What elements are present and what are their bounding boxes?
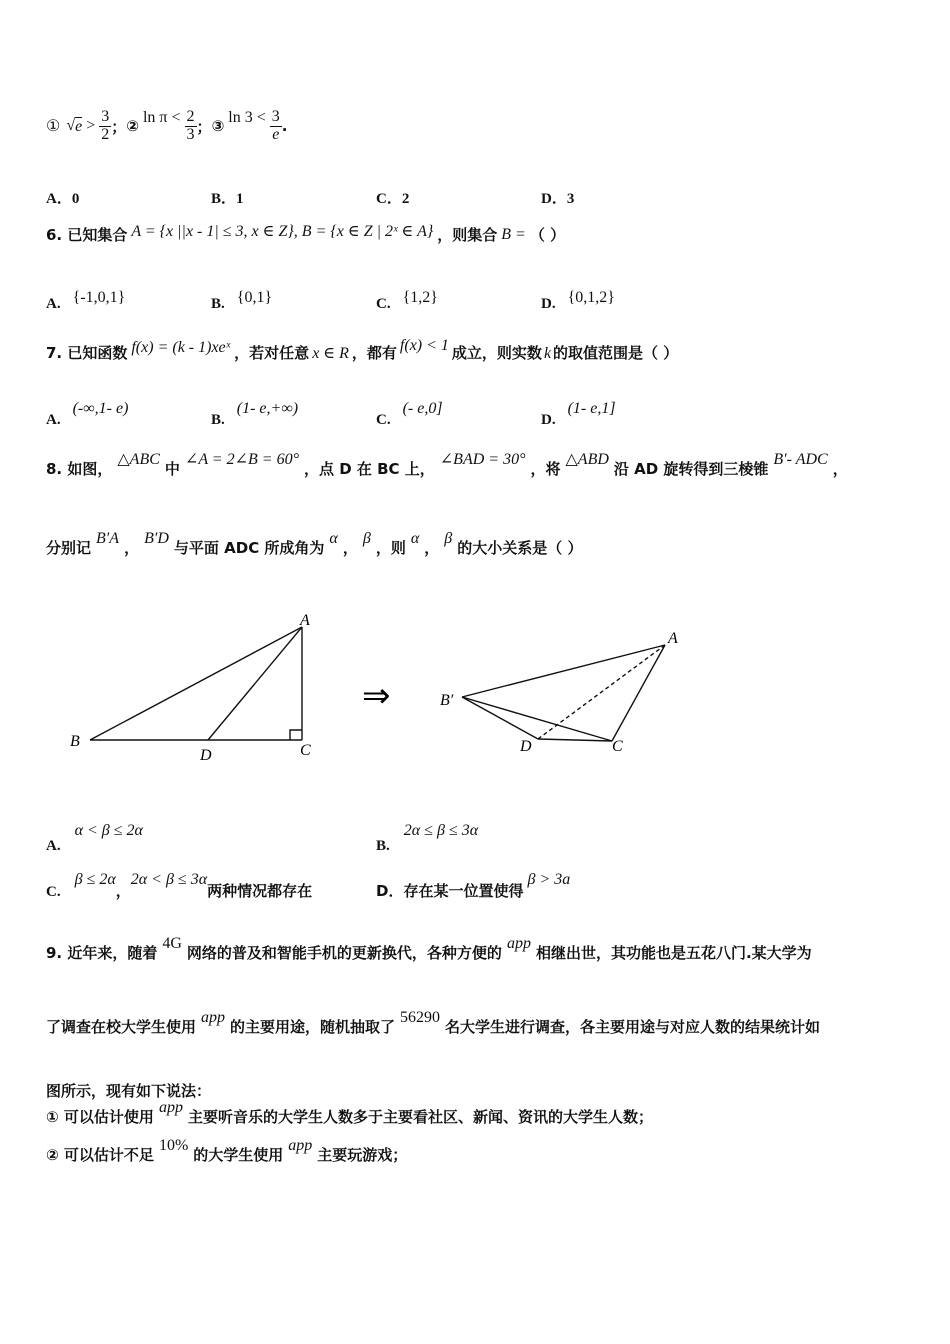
segment-b-prime-c	[462, 697, 612, 741]
q6-option-d[interactable]: D. {0,1,2}	[541, 288, 615, 312]
figure-left-triangle	[90, 627, 302, 740]
segment-b-prime-a	[462, 645, 665, 697]
q9l2-run-1: app	[201, 1009, 226, 1026]
q6-option-a[interactable]: A. {-1,0,1}	[46, 288, 126, 312]
q5-option-a[interactable]: A．0	[46, 191, 80, 207]
q8-option-b[interactable]: B. 2α ≤ β ≤ 3α	[376, 822, 479, 854]
segment-ab	[90, 627, 302, 740]
q8l2-run-12: 的大小关系是（ ）	[457, 539, 583, 557]
q5-fraction-3: $\frac{3}{e}$	[271, 107, 280, 143]
left-label-a: A	[300, 612, 310, 629]
q8l1-run-6: ，将	[530, 460, 561, 478]
q6-option-b[interactable]: B. {0,1}	[211, 288, 273, 312]
q7-function: f(x) = (k - 1)xeˣ	[131, 339, 231, 356]
left-label-b: B	[70, 733, 80, 750]
sqrt-symbol: √	[66, 117, 76, 134]
q9s2-run-2: 的大学生使用	[193, 1146, 284, 1164]
q8l2-run-10: ，	[424, 539, 440, 557]
q6-ask: B =	[501, 225, 526, 243]
q7-inequality: f(x) < 1	[399, 337, 449, 354]
q5-lhs-2: ln π	[142, 109, 168, 126]
q5-option-b[interactable]: B．1	[211, 191, 244, 207]
q8l2-run-0: 分别记	[46, 539, 92, 557]
q8-line-1	[46, 451, 848, 479]
q5-lhs-1: e	[75, 117, 83, 135]
q8l1-run-5: ∠BAD = 30°	[439, 451, 526, 468]
right-label-c: C	[612, 738, 623, 755]
q7-option-a[interactable]: A. (-∞,1- e)	[46, 400, 129, 428]
q9l2-run-0: 了调查在校大学生使用	[46, 1018, 197, 1036]
segment-da-hidden	[538, 645, 665, 739]
q9-line-2	[46, 1009, 821, 1037]
q8l1-run-0: 8. 如图，	[46, 460, 113, 478]
q8l2-run-3: B′D	[144, 530, 169, 547]
q5-statements: ① √ e > $\frac{3}{2}$ ； ② ln π < $\frac{2}{3}$ ； ③ ln 3 < $\frac{3}{e}$ .	[46, 107, 288, 143]
right-label-b-prime: B′	[440, 692, 454, 709]
q8l2-run-9: α	[410, 530, 420, 547]
q5-option-d[interactable]: D．3	[541, 191, 575, 207]
q8-option-a[interactable]: A. α < β ≤ 2α	[46, 822, 143, 854]
q5-fraction-2: $\frac{2}{3}$	[186, 107, 195, 143]
q8-line-2	[46, 530, 583, 558]
q8l2-run-8: ，则	[375, 539, 406, 557]
q9s2-run-1: 10%	[158, 1137, 189, 1154]
q9l2-run-3: 56290	[400, 1009, 441, 1026]
q8l1-run-8: 沿 AD 旋转得到三棱锥	[613, 460, 769, 478]
q8l2-run-4: 与平面 ADC 所成角为	[173, 539, 325, 557]
q7-prefix: 7. 已知函数	[46, 344, 128, 362]
segment-ca	[612, 645, 665, 741]
q9-statement-1	[46, 1099, 653, 1127]
left-label-d: D	[200, 747, 212, 764]
q8l1-run-2: 中	[164, 460, 180, 478]
q7-option-d[interactable]: D. (1- e,1]	[541, 400, 616, 428]
q8-option-d[interactable]: D． 存在某一位置使得 β > 3a	[376, 871, 571, 900]
q9l1-run-1: 4G	[162, 935, 182, 952]
q5-fraction-1: $\frac{3}{2}$	[101, 107, 110, 143]
q9-line-3: 图所示，现有如下说法：	[46, 1082, 212, 1100]
q6-stem	[46, 224, 565, 245]
q9-statement-2	[46, 1137, 408, 1165]
q6-prefix: 6. 已知集合	[46, 226, 128, 244]
q8l1-run-3: ∠A = 2∠B = 60°	[184, 451, 299, 468]
segment-dc	[538, 739, 612, 741]
q8l1-run-10: ，	[832, 460, 848, 478]
right-angle-mark	[290, 730, 302, 740]
q9l1-run-4: 相继出世，其功能也是五花八门.某大学为	[535, 944, 812, 962]
q5-marker-3: ③	[211, 117, 225, 135]
segment-ad	[208, 627, 302, 740]
q9-line-1	[46, 935, 812, 963]
q8l2-run-11: β	[444, 530, 453, 547]
q5-marker-2: ②	[126, 117, 139, 135]
q6-option-c[interactable]: C. {1,2}	[376, 288, 438, 312]
q9s2-run-3: app	[288, 1137, 313, 1154]
right-label-d: D	[520, 738, 532, 755]
q6-paren: （ ）	[529, 226, 566, 244]
q8-figure	[60, 605, 700, 775]
q8l2-run-2: ，	[124, 539, 140, 557]
q7-option-c[interactable]: C. (- e,0]	[376, 400, 443, 428]
q8l1-run-9: B′- ADC	[773, 451, 828, 468]
q8l2-run-5: α	[329, 530, 338, 547]
q9s1-run-0: ① 可以估计使用	[46, 1108, 154, 1126]
right-label-a: A	[668, 630, 678, 647]
q8l1-run-4: ，点 D 在 BC 上，	[303, 460, 435, 478]
q8l1-run-1: △ABC	[117, 451, 160, 468]
q9s2-run-4: 主要玩游戏；	[317, 1146, 408, 1164]
figure-right-pyramid	[462, 645, 665, 741]
q8l2-run-7: β	[362, 530, 371, 547]
transform-arrow-icon: ⇒	[362, 676, 391, 716]
left-label-c: C	[300, 742, 311, 759]
q7-stem: 7. 已知函数 f(x) = (k - 1)xeˣ ，若对任意 x ∈ R ，都有 f(x) < 1 成立，则实数 k 的取值范围是（ ）	[46, 337, 679, 362]
segment-b-prime-d	[462, 697, 538, 739]
q9l2-run-4: 名大学生进行调查，各主要用途与对应人数的结果统计如	[445, 1018, 821, 1036]
q5-lhs-3: ln 3	[228, 109, 253, 126]
q9l1-run-0: 9. 近年来，随着	[46, 944, 158, 962]
q7-option-b[interactable]: B. (1- e,+∞)	[211, 400, 299, 428]
q6-set-definition: A = {x ||x - 1| ≤ 3, x ∈ Z}, B = {x ∈ Z | 2ˣ ∈ A}	[131, 222, 434, 240]
q8l2-run-1: B′A	[96, 530, 120, 547]
q7-condition: x ∈ R	[312, 345, 349, 362]
q9l1-run-3: app	[506, 935, 531, 952]
q8-option-c[interactable]: C. β ≤ 2α ， 2α < β ≤ 3α 两种情况都存在	[46, 871, 313, 900]
q9l1-run-2: 网络的普及和智能手机的更新换代，各种方便的	[186, 944, 502, 962]
q9s1-run-2: 主要听音乐的大学生人数多于主要看社区、新闻、资讯的大学生人数；	[187, 1108, 653, 1126]
q9l2-run-2: 的主要用途，随机抽取了	[230, 1018, 396, 1036]
q8l2-run-6: ，	[342, 539, 358, 557]
q9s2-run-0: ② 可以估计不足	[46, 1146, 154, 1164]
q9s1-run-1: app	[158, 1099, 183, 1116]
q5-option-c[interactable]: C．2	[376, 191, 410, 207]
q5-marker-1: ①	[46, 118, 61, 135]
q8l1-run-7: △ABD	[565, 451, 609, 468]
q6-suffix: ，则集合	[437, 226, 498, 244]
